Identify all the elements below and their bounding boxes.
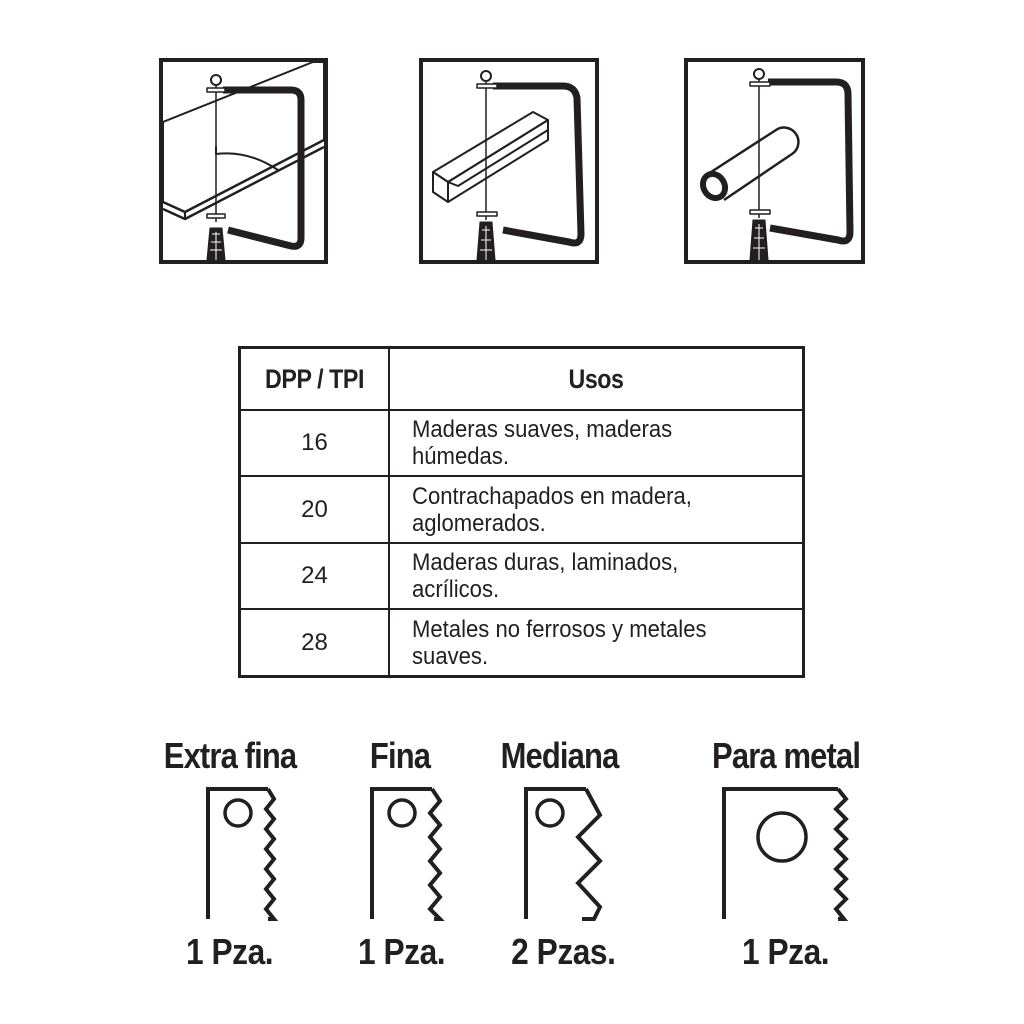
fine-tooth-blade-icon <box>202 785 282 925</box>
blade-fina <box>340 735 460 972</box>
blade-extra-fina <box>150 735 310 972</box>
coping-saw-tube-icon <box>688 62 861 260</box>
blade-mediana <box>490 735 630 972</box>
coping-saw-wood-icon <box>163 62 324 260</box>
blade-quantity: 1 Pza. <box>185 931 274 972</box>
blade-name: Mediana <box>501 735 619 776</box>
uses-cell: Metales no ferrosos y metales suaves. <box>389 609 804 676</box>
fine-tooth-blade-icon <box>366 785 450 925</box>
blade-quantity: 2 Pzas. <box>511 931 616 972</box>
table-row <box>240 410 804 476</box>
blade-name: Para metal <box>712 735 861 776</box>
header-uses: Usos <box>389 348 804 411</box>
blade-name: Fina <box>369 735 431 776</box>
coping-saw-angle-icon <box>423 62 595 260</box>
blade-quantity: 1 Pza. <box>741 931 830 972</box>
tpi-cell: 16 <box>240 410 390 476</box>
tpi-cell: 28 <box>240 609 390 676</box>
illustration-tube-cut <box>684 58 865 264</box>
blade-name: Extra fina <box>163 735 297 776</box>
illustration-angle-cut <box>419 58 599 264</box>
table-row <box>240 609 804 676</box>
uses-cell: Maderas suaves, maderas húmedas. <box>389 410 804 476</box>
illustration-wood-cut <box>159 58 328 264</box>
blade-quantity: 1 Pza. <box>357 931 446 972</box>
table-row <box>240 543 804 609</box>
blade-para-metal <box>700 735 870 972</box>
metal-blade-icon <box>720 785 860 925</box>
header-tpi: DPP / TPI <box>240 348 390 411</box>
blade-spec-table <box>238 346 805 678</box>
tpi-cell: 20 <box>240 476 390 542</box>
tpi-cell: 24 <box>240 543 390 609</box>
table-row <box>240 476 804 542</box>
uses-cell: Maderas duras, laminados, acrílicos. <box>389 543 804 609</box>
uses-cell: Contrachapados en madera, aglomerados. <box>389 476 804 542</box>
table-header-row <box>240 348 804 411</box>
medium-tooth-blade-icon <box>520 785 610 925</box>
